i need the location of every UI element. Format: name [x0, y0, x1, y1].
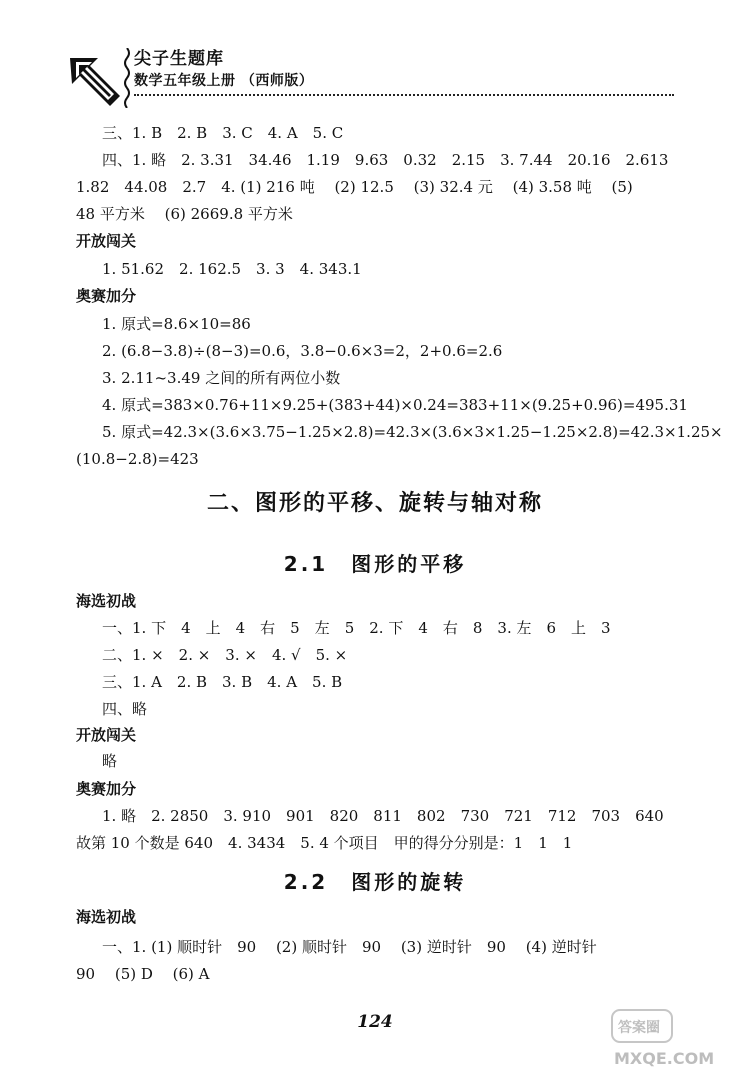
answer-line: 48 平方米 (6) 2669.8 平方米 [76, 205, 293, 223]
watermark-logo [610, 1008, 740, 1074]
answer-line: 略 [102, 752, 118, 770]
section-heading: 奥赛加分 [76, 780, 137, 798]
answer-line: 2. (6.8−3.8)÷(8−3)=0.6，3.8−0.6×3=2，2+0.6=2.6 [102, 342, 503, 360]
answer-line: 1. 略 2. 2850 3. 910 901 820 811 802 730 721 712 703 640 [102, 807, 664, 825]
watermark-title: 答案圈 [618, 1020, 660, 1036]
section-heading: 开放闯关 [76, 726, 137, 744]
answer-line: 4. 原式=383×0.76+11×9.25+(383+44)×0.24=383+11×(9.25+0.96)=495.31 [102, 396, 688, 414]
header-dotted-rule [134, 94, 674, 96]
answer-line: 三、1. A 2. B 3. B 4. A 5. B [102, 673, 343, 691]
answer-line: 四、略 [102, 700, 148, 718]
section-heading: 海选初战 [76, 592, 137, 610]
chapter-title: 二、图形的平移、旋转与轴对称 [206, 491, 543, 516]
answer-line: 二、1. × 2. × 3. × 4. √ 5. × [102, 646, 348, 664]
wavy-divider-icon [122, 48, 132, 108]
section-heading: 奥赛加分 [76, 287, 137, 305]
answer-line: 三、1. B 2. B 3. C 4. A 5. C [102, 124, 344, 142]
arrow-logo-icon [68, 54, 124, 110]
page-number: 124 [357, 1012, 393, 1032]
book-subtitle: 数学五年级上册 （西师版） [134, 73, 314, 89]
answer-line: 5. 原式=42.3×(3.6×3.75−1.25×2.8)=42.3×(3.6×3×1.25−1.25×2.8)=42.3×1.25× [102, 423, 723, 441]
watermark-url: MXQE.COM [614, 1049, 715, 1068]
section-title: 2.2 图形的旋转 [283, 870, 467, 894]
answer-line: 1.82 44.08 2.7 4. (1) 216 吨 (2) 12.5 (3) 32.4 元 (4) 3.58 吨 (5) [76, 178, 633, 196]
section-heading: 海选初战 [76, 908, 137, 926]
answer-line: 一、1. (1) 顺时针 90 (2) 顺时针 90 (3) 逆时针 90 (4) 逆时针 [102, 938, 597, 956]
answer-line: (10.8−2.8)=423 [76, 450, 199, 468]
page-header [68, 40, 678, 112]
section-heading: 开放闯关 [76, 232, 137, 250]
answer-line: 3. 2.11~3.49 之间的所有两位小数 [102, 369, 341, 387]
answer-line: 90 (5) D (6) A [76, 965, 210, 983]
section-title: 2.1 图形的平移 [283, 552, 467, 576]
answer-line: 1. 原式=8.6×10=86 [102, 315, 251, 333]
answer-line: 四、1. 略 2. 3.31 34.46 1.19 9.63 0.32 2.15 3. 7.44 20.16 2.613 [102, 151, 669, 169]
answer-line: 故第 10 个数是 640 4. 3434 5. 4 个项目 甲的得分分别是：1 1 1 [76, 834, 573, 852]
book-title: 尖子生题库 [134, 49, 224, 69]
answer-line: 一、1. 下 4 上 4 右 5 左 5 2. 下 4 右 8 3. 左 6 上 3 [102, 619, 611, 637]
answer-line: 1. 51.62 2. 162.5 3. 3 4. 343.1 [102, 260, 362, 278]
